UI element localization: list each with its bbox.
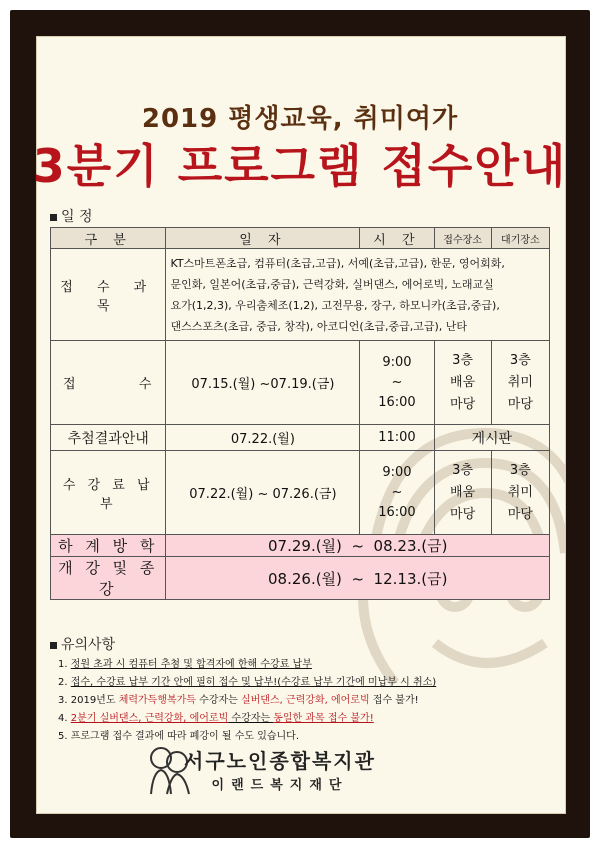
notes-list <box>58 656 538 746</box>
fee-time: 9:00 ~ 16:00 <box>360 451 434 535</box>
vacation-date: 07.29.(월) ~ 08.23.(금) <box>166 535 550 557</box>
fee-label: 수 강 료 납 부 <box>51 451 166 535</box>
header-wait-place: 대기장소 <box>491 228 549 249</box>
title-line-2: 3분기 프로그램 접수안내 <box>32 139 568 193</box>
fee-wait-place: 3층 취미 마당 <box>491 451 549 535</box>
title-line-1: 2019 평생교육, 취미여가 <box>141 104 459 134</box>
registration-row <box>51 341 550 425</box>
lottery-time: 11:00 <box>360 425 434 451</box>
fee-reg-place: 3층 배움 마당 <box>434 451 491 535</box>
lottery-date: 07.22.(월) <box>166 425 360 451</box>
term-label: 개 강 및 종 강 <box>51 557 166 600</box>
term-row <box>51 557 550 600</box>
note-item-4: 4. 2분기 실버댄스, 근력강화, 에어로빅 수강자는 동일한 과목 접수 불가! <box>58 713 374 724</box>
vacation-row <box>51 535 550 557</box>
registration-label: 접 수 <box>51 341 166 425</box>
term-date: 08.26.(월) ~ 12.13.(금) <box>166 557 550 600</box>
schedule-table <box>50 227 550 600</box>
registration-time: 9:00 ~ 16:00 <box>360 341 434 425</box>
courses-list: KT스마트폰초급, 컴퓨터(초급,고급), 서예(초급,고급), 한문, 영어회화, 문인화, 일본어(초급,중급), 근력강화, 실버댄스, 에어로빅, 노래교실 요가(1,2,3), 우리춤체조(1,2), 고전무용, 장구, 하모니카(초급,중급), 댄스스포츠(초급, 중급, 창작), 아코디언(초급,중급,고급), 난타 <box>166 249 550 341</box>
fee-date: 07.22.(월) ~ 07.26.(금) <box>166 451 360 535</box>
note-item-3: 3. 2019년도 체력가득행복가득 수강자는 실버댄스, 근력강화, 에어로빅 접수 불가! <box>58 695 419 706</box>
header-category: 구 분 <box>51 228 166 249</box>
schedule-section-label: 일 정 <box>50 206 93 226</box>
organization-name: 서구노인종합복지관 <box>184 749 376 773</box>
schedule-header-row <box>51 228 550 249</box>
header-date: 일 자 <box>166 228 360 249</box>
registration-reg-place: 3층 배움 마당 <box>434 341 491 425</box>
registration-wait-place: 3층 취미 마당 <box>491 341 549 425</box>
courses-label: 접 수 과 목 <box>51 249 166 341</box>
registration-date: 07.15.(월) ~07.19.(금) <box>166 341 360 425</box>
courses-row <box>51 249 550 341</box>
vacation-label: 하 계 방 학 <box>51 535 166 557</box>
fee-row <box>51 451 550 535</box>
square-bullet-icon <box>50 214 57 221</box>
square-bullet-icon <box>50 642 57 649</box>
notes-section-label: 유의사항 <box>50 634 115 654</box>
note-item-5: 5. 프로그램 접수 결과에 따라 폐강이 될 수도 있습니다. <box>58 731 300 742</box>
organization-block <box>150 745 410 793</box>
note-item-2: 2. 접수, 수강료 납부 기간 안에 필히 접수 및 납부!(수강료 납부 기간에 미납부 시 취소) <box>58 677 437 688</box>
lottery-label: 추첨결과안내 <box>51 425 166 451</box>
foundation-name: 이랜드복지재단 <box>211 778 349 793</box>
header-reg-place: 접수장소 <box>434 228 491 249</box>
header-time: 시 간 <box>360 228 434 249</box>
note-item-1: 1. 정원 초과 시 컴퓨터 추첨 및 합격자에 한해 수강료 납부 <box>58 659 312 670</box>
lottery-place: 게시판 <box>434 425 550 451</box>
lottery-row <box>51 425 550 451</box>
